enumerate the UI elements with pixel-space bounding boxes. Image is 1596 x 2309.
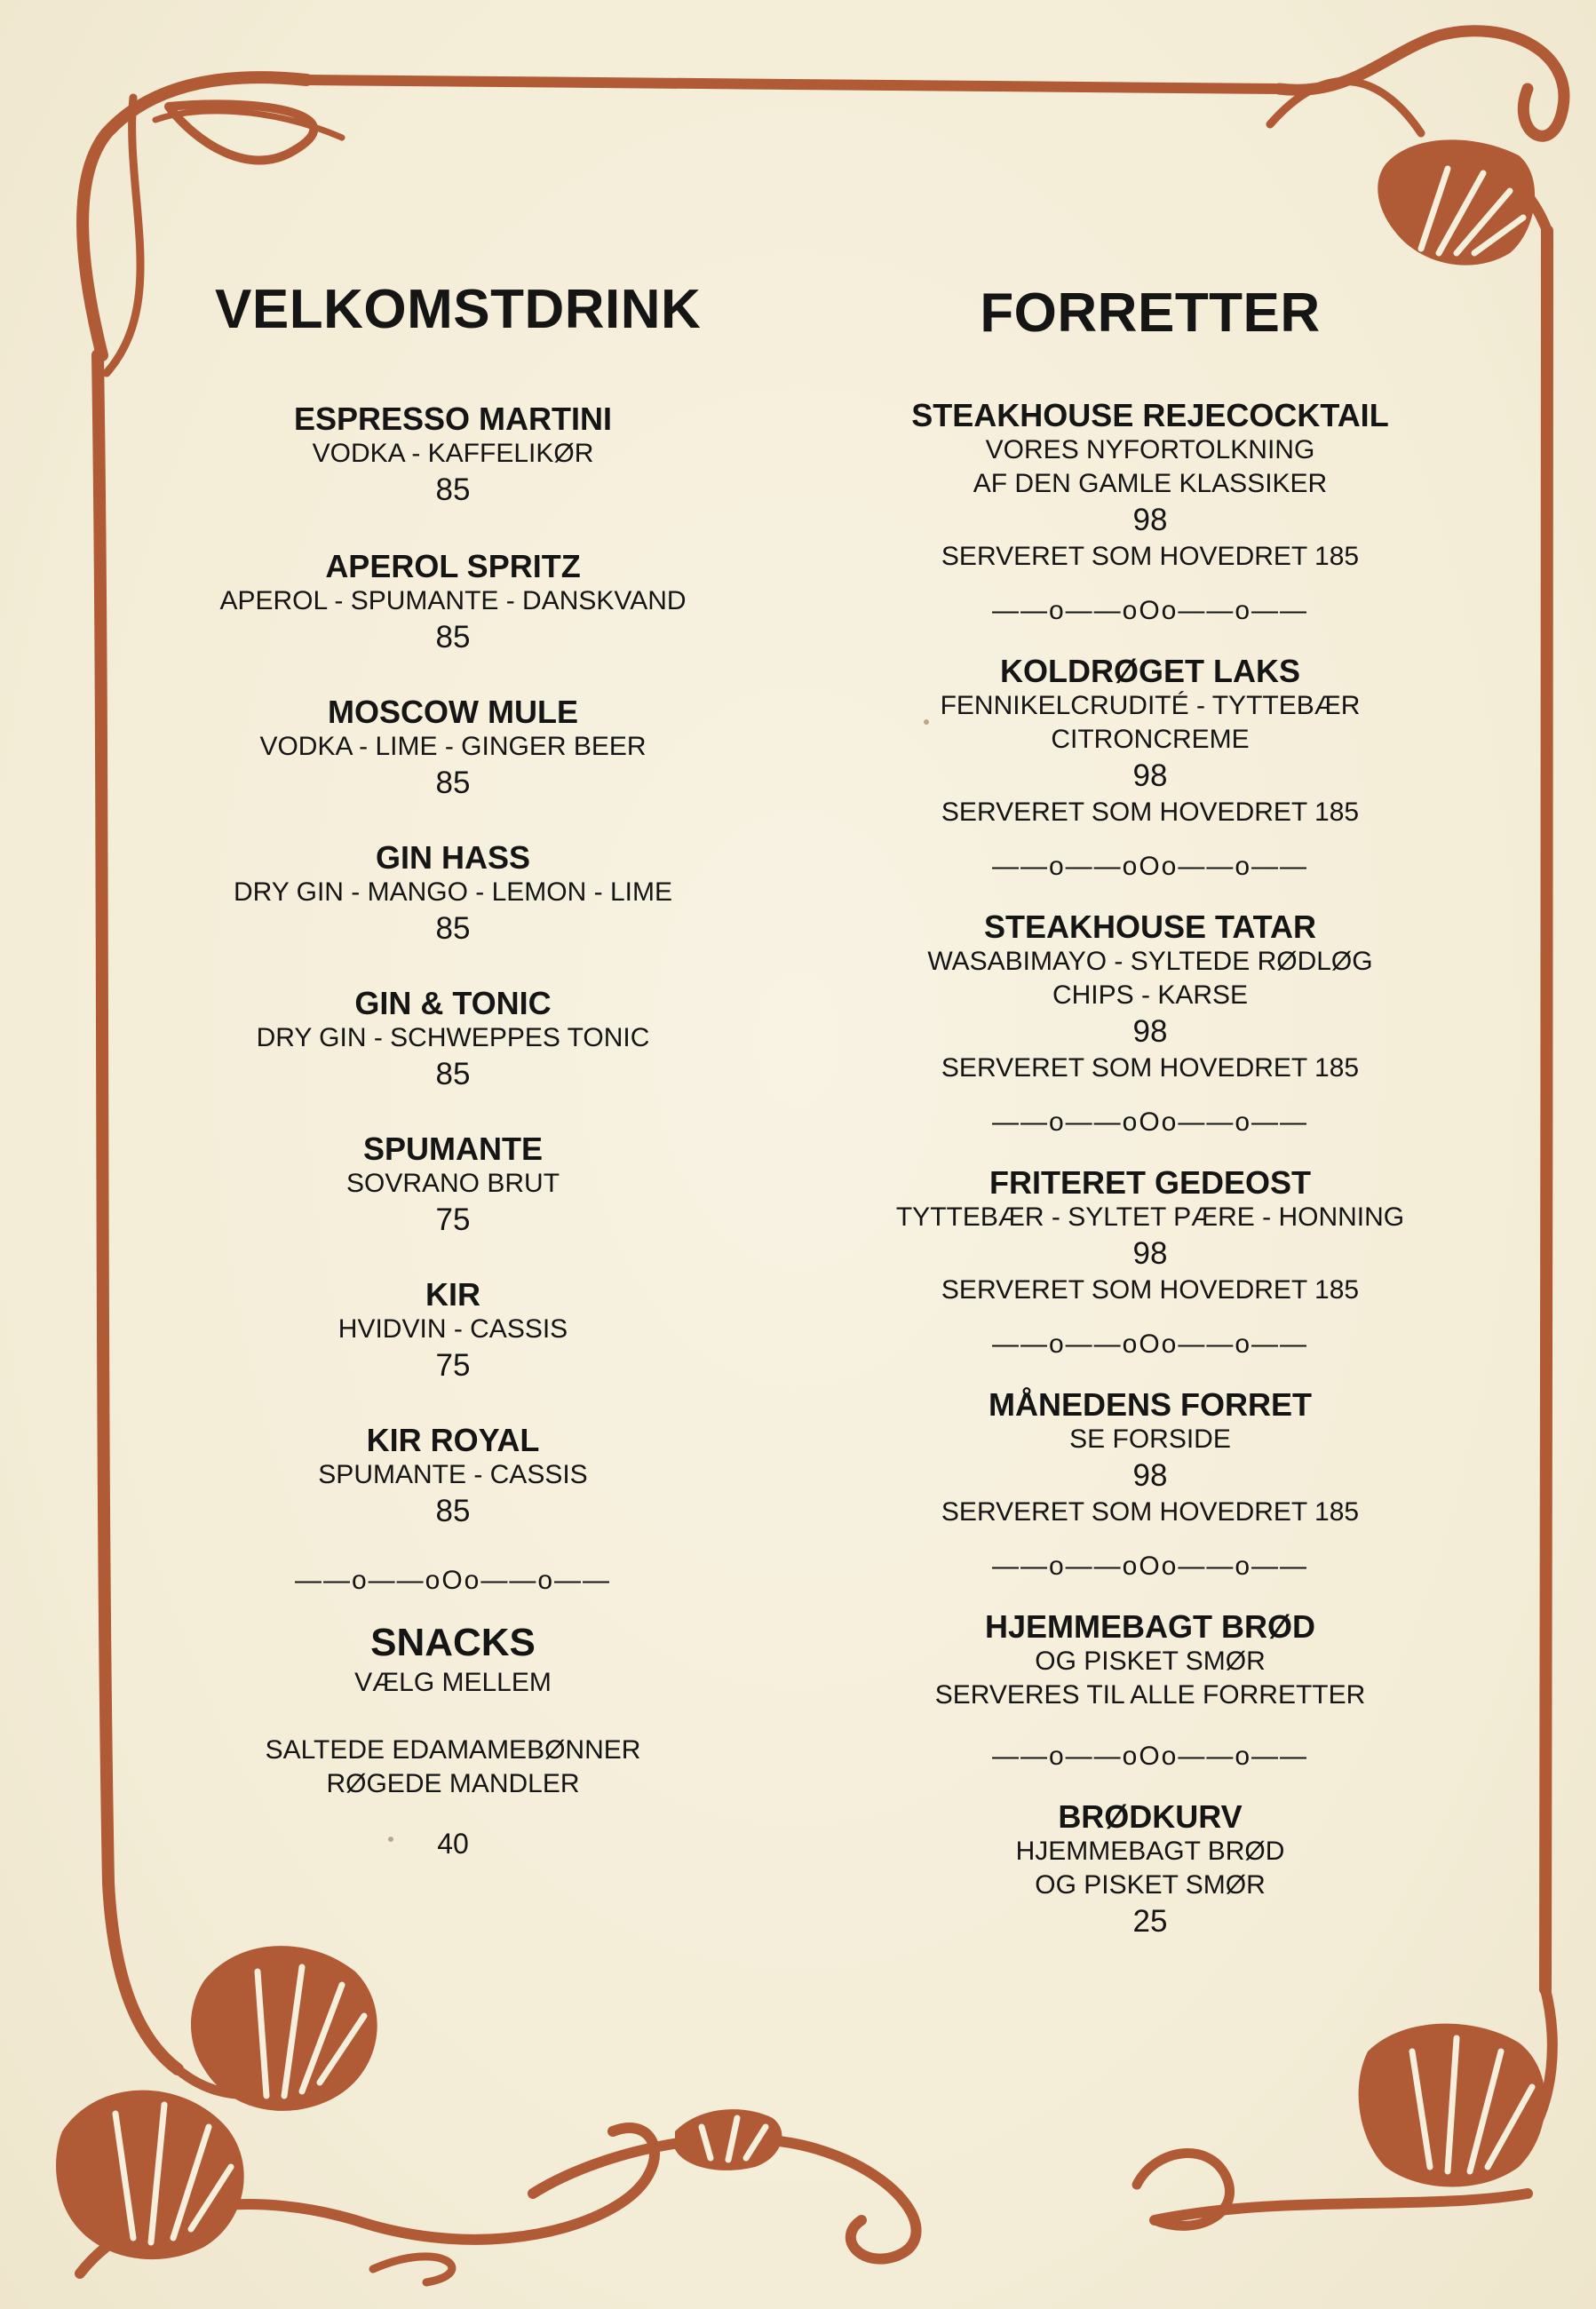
snacks-subtitle: VÆLG MELLEM — [354, 1668, 552, 1697]
item-price: 85 — [435, 1057, 471, 1091]
item-name: STEAKHOUSE TATAR — [984, 909, 1316, 945]
main-course-note: SERVERET SOM HOVEDRET 185 — [941, 542, 1360, 571]
item-name: GIN HASS — [375, 839, 531, 876]
item-price: 85 — [435, 766, 471, 800]
item-description: WASABIMAYO - SYLTEDE RØDLØG — [927, 947, 1373, 976]
item-price: 98 — [1132, 503, 1168, 537]
item-description: AF DEN GAMLE KLASSIKER — [973, 469, 1328, 498]
menu-item-kir-royal — [169, 1423, 737, 1531]
item-price: 85 — [435, 1494, 471, 1528]
item-name: STEAKHOUSE REJECOCKTAIL — [911, 397, 1389, 433]
item-name: APEROL SPRITZ — [325, 548, 581, 584]
item-price: 98 — [1132, 1458, 1168, 1493]
item-name: KIR ROYAL — [366, 1422, 540, 1458]
paper-speck — [388, 1837, 393, 1842]
item-description: FENNIKELCRUDITÉ - TYTTEBÆR — [940, 691, 1361, 720]
divider-ornament: ——o——oOo——o—— — [991, 1551, 1309, 1581]
main-course-note: SERVERET SOM HOVEDRET 185 — [941, 1497, 1360, 1527]
item-name: GIN & TONIC — [354, 985, 552, 1021]
snacks-option-2: RØGEDE MANDLER — [326, 1769, 580, 1798]
item-name: MÅNEDENS FORRET — [988, 1386, 1312, 1423]
snacks-option-1: SALTEDE EDAMAMEBØNNER — [265, 1735, 641, 1765]
divider-ornament: ——o——oOo——o—— — [991, 1107, 1309, 1137]
item-price: 85 — [435, 472, 471, 507]
divider-ornament: ——o——oOo——o—— — [991, 1742, 1309, 1771]
item-description: CITRONCREME — [1051, 725, 1250, 754]
divider-ornament: ——o——oOo——o—— — [294, 1566, 612, 1595]
menu-item-brodkurv — [866, 1799, 1434, 1941]
snacks-price: 40 — [437, 1828, 469, 1860]
item-price: 98 — [1132, 758, 1168, 793]
item-description: OG PISKET SMØR — [1035, 1646, 1266, 1676]
item-description: CHIPS - KARSE — [1052, 980, 1249, 1010]
menu-item-friteret-gedeost — [866, 1165, 1434, 1307]
item-description: VODKA - KAFFELIKØR — [312, 439, 594, 468]
item-price: 98 — [1132, 1236, 1168, 1271]
main-course-note: SERVERET SOM HOVEDRET 185 — [941, 1053, 1360, 1083]
item-description: OG PISKET SMØR — [1035, 1870, 1266, 1900]
item-description: VODKA - LIME - GINGER BEER — [259, 732, 647, 761]
item-description: VORES NYFORTOLKNING — [985, 435, 1315, 464]
welcome-drink-heading: VELKOMSTDRINK — [215, 279, 702, 340]
item-price: 75 — [435, 1202, 471, 1237]
item-description: HJEMMEBAGT BRØD — [1015, 1837, 1285, 1866]
item-price: 25 — [1132, 1904, 1168, 1939]
item-name: BRØDKURV — [1058, 1798, 1243, 1835]
menu-item-espresso-martini — [169, 401, 737, 510]
snacks-heading: SNACKS — [370, 1621, 536, 1664]
item-description: DRY GIN - MANGO - LEMON - LIME — [234, 877, 672, 907]
divider-ornament: ——o——oOo——o—— — [991, 1329, 1309, 1359]
item-description: SE FORSIDE — [1069, 1424, 1231, 1454]
paper-speck — [924, 719, 929, 725]
menu-item-steakhouse-tatar — [866, 909, 1434, 1085]
item-name: KIR — [425, 1276, 480, 1313]
menu-item-kir — [169, 1277, 737, 1385]
starters-column — [866, 282, 1434, 1941]
item-name: ESPRESSO MARTINI — [293, 401, 613, 437]
menu-item-rejecocktail — [866, 398, 1434, 574]
starters-heading: FORRETTER — [980, 282, 1321, 344]
main-course-note: SERVERET SOM HOVEDRET 185 — [941, 1275, 1360, 1305]
item-description: APEROL - SPUMANTE - DANSKVAND — [219, 586, 687, 615]
item-description: SPUMANTE - CASSIS — [318, 1460, 588, 1489]
menu-item-gin-tonic — [169, 986, 737, 1094]
menu-item-gin-hass — [169, 840, 737, 948]
snacks-section — [169, 1620, 737, 1863]
item-description: TYTTEBÆR - SYLTET PÆRE - HONNING — [895, 1202, 1405, 1232]
item-description: DRY GIN - SCHWEPPES TONIC — [256, 1023, 650, 1052]
item-description: SERVERES TIL ALLE FORRETTER — [934, 1680, 1366, 1710]
item-description: HVIDVIN - CASSIS — [337, 1314, 568, 1344]
item-description: SOVRANO BRUT — [345, 1169, 560, 1198]
item-name: MOSCOW MULE — [328, 694, 578, 730]
item-name: HJEMMEBAGT BRØD — [984, 1608, 1315, 1645]
item-price: 75 — [435, 1348, 471, 1383]
divider-ornament: ——o——oOo——o—— — [991, 596, 1309, 625]
menu-item-spumante — [169, 1131, 737, 1240]
item-price: 85 — [435, 620, 471, 655]
item-name: SPUMANTE — [362, 1131, 543, 1167]
item-price: 85 — [435, 911, 471, 946]
item-name: FRITERET GEDEOST — [989, 1164, 1312, 1201]
main-course-note: SERVERET SOM HOVEDRET 185 — [941, 797, 1360, 827]
menu-item-aperol-spritz — [169, 549, 737, 657]
menu-item-manedens-forret — [866, 1387, 1434, 1529]
divider-ornament: ——o——oOo——o—— — [991, 852, 1309, 881]
menu-item-hjemmebagt-brod — [866, 1609, 1434, 1712]
item-price: 98 — [1132, 1014, 1168, 1049]
item-name: KOLDRØGET LAKS — [1000, 653, 1300, 689]
menu-item-moscow-mule — [169, 694, 737, 803]
welcome-drinks-column — [169, 279, 737, 1863]
menu-item-koldroget-laks — [866, 654, 1434, 829]
